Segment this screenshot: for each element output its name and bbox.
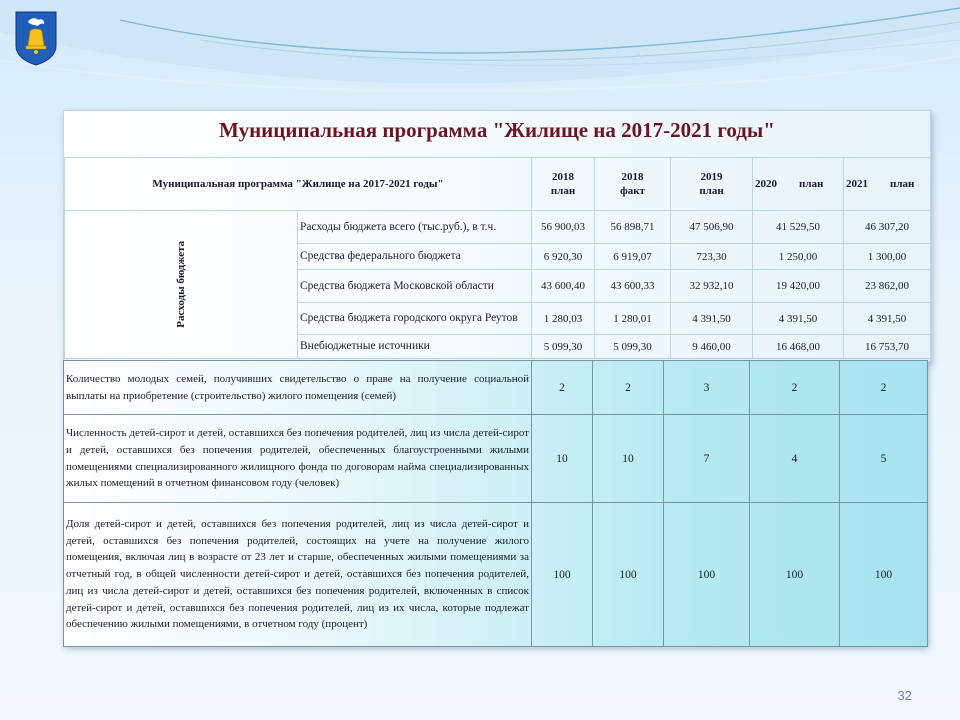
coat-of-arms-logo: [14, 10, 58, 66]
indicator-label: Численность детей-сирот и детей, оставшихся без попечения родителей, лиц из числа детей-сирот и детей, оставшихся без попечения родителей, обеспеченных благоустроенными жилыми помещениями специализированного жилищного фонда по договорам найма специализированных жилых помещений в отчетном финансовом году (человек): [64, 415, 532, 503]
value-cell: 4 391,50: [671, 303, 753, 335]
side-label: Расходы бюджета: [175, 241, 187, 328]
row-label: Средства федерального бюджета: [298, 244, 532, 270]
program-name-header: Муниципальная программа "Жилище на 2017-2021 годы": [65, 158, 532, 211]
value-cell: 23 862,00: [844, 270, 931, 303]
col-header-2018-fact: 2018 факт: [595, 158, 671, 211]
value-cell: 1 280,01: [595, 303, 671, 335]
value-cell: 6 920,30: [532, 244, 595, 270]
table-row: [65, 211, 931, 244]
value-cell: 100: [664, 503, 750, 647]
value-cell: 6 919,07: [595, 244, 671, 270]
header-swoosh-decoration: [0, 0, 960, 110]
row-label: Средства бюджета городского округа Реутов: [298, 303, 532, 335]
value-cell: 10: [593, 415, 664, 503]
row-label: Внебюджетные источники: [298, 335, 532, 359]
value-cell: 2: [750, 361, 840, 415]
side-label-cell: [65, 211, 298, 359]
indicators-table: [63, 360, 928, 647]
value-cell: 47 506,90: [671, 211, 753, 244]
col-header-2021-plan: 2021 план: [844, 158, 931, 211]
value-cell: 1 250,00: [753, 244, 844, 270]
value-cell: 43 600,40: [532, 270, 595, 303]
value-cell: 32 932,10: [671, 270, 753, 303]
value-cell: 5: [840, 415, 928, 503]
page-title: Муниципальная программа "Жилище на 2017-2021 годы": [64, 111, 930, 158]
value-cell: 1 300,00: [844, 244, 931, 270]
indicator-label: Количество молодых семей, получивших свидетельство о праве на получение социальной выплаты на приобретение (строительство) жилого помещения (семей): [64, 361, 532, 415]
value-cell: 5 099,30: [532, 335, 595, 359]
value-cell: 3: [664, 361, 750, 415]
value-cell: 100: [840, 503, 928, 647]
col-header-2020-plan: 2020 план: [753, 158, 844, 211]
value-cell: 723,30: [671, 244, 753, 270]
value-cell: 2: [532, 361, 593, 415]
value-cell: 19 420,00: [753, 270, 844, 303]
value-cell: 1 280,03: [532, 303, 595, 335]
value-cell: 41 529,50: [753, 211, 844, 244]
value-cell: 2: [593, 361, 664, 415]
value-cell: 4 391,50: [844, 303, 931, 335]
indicator-label: Доля детей-сирот и детей, оставшихся без попечения родителей, лиц из числа детей-сирот и детей, оставшихся без попечения родителей, состоящих на учете на получение жилого помещения, включая лиц в возрасте от 23 лет и старше, обеспеченных жилыми помещениями за отчетный год, в общей численности детей-сирот и детей, оставшихся без попечения родителей, лиц из числа детей-сирот и детей, оставшихся без попечения родителей, включенных в список детей-сирот и детей, оставшихся без попечения родителей, лиц из их числа, которые подлежат обеспечению жилыми помещениями, в отчетном году (процент): [64, 503, 532, 647]
value-cell: 56 900,03: [532, 211, 595, 244]
value-cell: 9 460,00: [671, 335, 753, 359]
budget-header-row: [65, 158, 931, 211]
budget-table: [64, 157, 931, 359]
value-cell: 7: [664, 415, 750, 503]
value-cell: 4: [750, 415, 840, 503]
value-cell: 100: [593, 503, 664, 647]
value-cell: 56 898,71: [595, 211, 671, 244]
value-cell: 5 099,30: [595, 335, 671, 359]
table-row: [64, 503, 928, 647]
col-header-2019-plan: 2019 план: [671, 158, 753, 211]
indicators-panel: [63, 360, 927, 646]
table-row: [64, 415, 928, 503]
value-cell: 16 468,00: [753, 335, 844, 359]
row-label: Средства бюджета Московской области: [298, 270, 532, 303]
slide-number: 32: [897, 688, 912, 703]
value-cell: 100: [532, 503, 593, 647]
col-header-2018-plan: 2018 план: [532, 158, 595, 211]
value-cell: 10: [532, 415, 593, 503]
budget-panel: [63, 110, 931, 362]
table-row: [64, 361, 928, 415]
value-cell: 2: [840, 361, 928, 415]
value-cell: 100: [750, 503, 840, 647]
value-cell: 4 391,50: [753, 303, 844, 335]
value-cell: 46 307,20: [844, 211, 931, 244]
value-cell: 43 600,33: [595, 270, 671, 303]
value-cell: 16 753,70: [844, 335, 931, 359]
row-label: Расходы бюджета всего (тыс.руб.), в т.ч.: [298, 211, 532, 244]
